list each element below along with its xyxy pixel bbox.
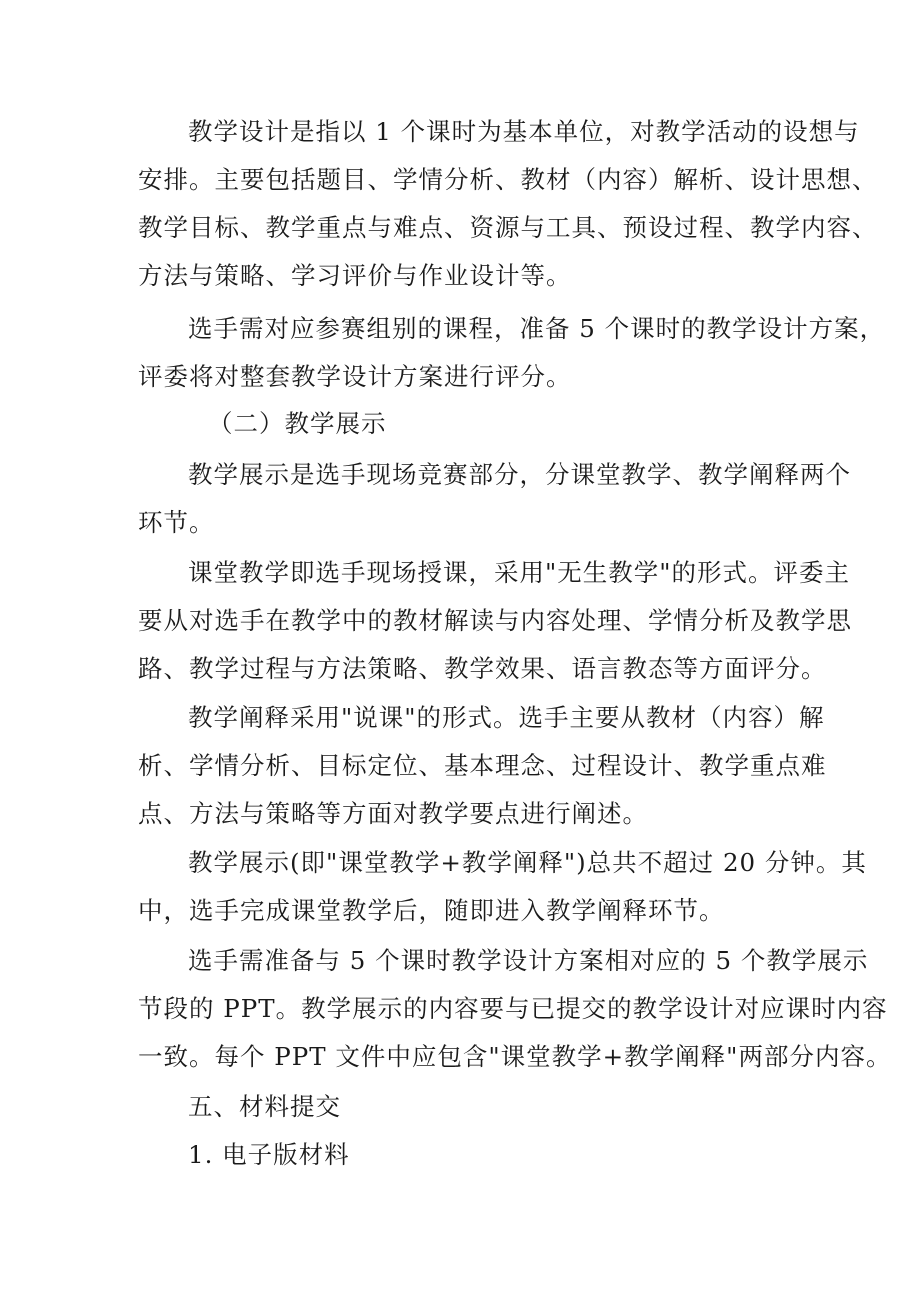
subsection-heading: 1. 电子版材料 [188,1140,350,1169]
paragraph-line: 教学展示(即"课堂教学+教学阐释")总共不超过 20 分钟。其 [188,848,867,877]
paragraph-line: 教学目标、教学重点与难点、资源与工具、预设过程、教学内容、 [138,213,878,242]
paragraph-line: 要从对选手在教学中的教材解读与内容处理、学情分析及教学思 [138,606,852,635]
paragraph-line: 点、方法与策略等方面对教学要点进行阐述。 [138,799,648,828]
paragraph-line: 教学设计是指以 1 个课时为基本单位，对教学活动的设想与 [188,117,860,146]
paragraph-line: 方法与策略、学习评价与作业设计等。 [138,261,572,290]
paragraph-line: 安排。主要包括题目、学情分析、教材（内容）解析、设计思想、 [138,165,878,194]
paragraph-line: 教学展示是选手现场竞赛部分，分课堂教学、教学阐释两个 [188,460,851,489]
paragraph-line: 选手需对应参赛组别的课程，准备 5 个课时的教学设计方案， [188,314,886,343]
section-heading: 五、材料提交 [188,1092,341,1121]
paragraph-line: 评委将对整套教学设计方案进行评分。 [138,362,572,391]
paragraph-line: 节段的 PPT。教学展示的内容要与已提交的教学设计对应课时内容 [138,994,888,1023]
paragraph-line: 一致。每个 PPT 文件中应包含"课堂教学+教学阐释"两部分内容。 [138,1042,892,1071]
section-heading: （二）教学展示 [208,409,387,438]
paragraph-line: 析、学情分析、目标定位、基本理念、过程设计、教学重点难 [138,751,827,780]
paragraph-line: 环节。 [138,508,215,537]
paragraph-line: 教学阐释采用"说课"的形式。选手主要从教材（内容）解 [188,703,825,732]
paragraph-line: 选手需准备与 5 个课时教学设计方案相对应的 5 个教学展示 [188,946,869,975]
paragraph-line: 课堂教学即选手现场授课，采用"无生教学"的形式。评委主 [188,558,851,587]
paragraph-line: 中，选手完成课堂教学后，随即进入教学阐释环节。 [138,896,725,925]
paragraph-line: 路、教学过程与方法策略、教学效果、语言教态等方面评分。 [138,654,827,683]
